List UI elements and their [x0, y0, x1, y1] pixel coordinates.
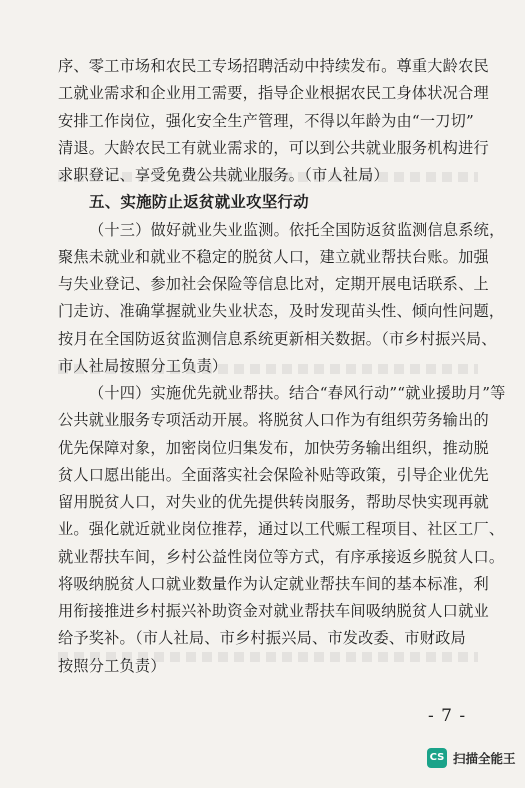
paragraph-line: 按月在全国防返贫监测信息系统更新相关数据。（市乡村振兴局、: [58, 329, 497, 348]
paragraph-line: 序、零工市场和农民工专场招聘活动中持续发布。尊重大龄农民: [58, 57, 489, 75]
paragraph-line: 门走访、准确掌握就业失业状态，及时发现苗头性、倾向性问题，: [58, 302, 505, 321]
paragraph-line: （十三）做好就业失业监测。依托全国防返贫监测信息系统，: [89, 220, 505, 239]
paragraph-line: （十四）实施优先就业帮扶。结合“春风行动”“就业援助月”等: [89, 384, 506, 402]
paragraph-line: 市人社局按照分工负责）: [58, 356, 228, 375]
paragraph-line: 清退。大龄农民工有就业需求的，可以到公共就业服务机构进行: [58, 138, 489, 157]
paragraph-line: 工就业需求和企业用工需要，指导企业根据农民工身体状况合理: [58, 84, 489, 103]
paragraph-line: 给予奖补。（市人社局、市乡村振兴局、市发改委、市财政局: [58, 629, 466, 648]
section-heading: 五、实施防止返贫就业攻坚行动: [89, 193, 309, 212]
page-number: - 7 -: [428, 706, 467, 726]
scanner-watermark: [427, 748, 516, 768]
paragraph-line: 贫人口愿出能出。全面落实社会保险补贴等政策，引导企业优先: [58, 465, 489, 484]
camscanner-logo-icon: CS: [427, 748, 447, 768]
paragraph-line: 就业帮扶车间，乡村公益性岗位等方式，有序承接返乡脱贫人口。: [58, 547, 505, 566]
paragraph-line: 按照分工负责）: [58, 656, 166, 675]
paragraph-line: 留用脱贫人口，对失业的优先提供转岗服务，帮助尽快实现再就: [58, 493, 489, 511]
paragraph-line: 与失业登记、参加社会保险等信息比对，定期开展电话联系、上: [58, 275, 489, 293]
watermark-label: 扫描全能王: [453, 751, 516, 766]
paragraph-line: 业。强化就近就业岗位推荐，通过以工代赈工程项目、社区工厂、: [58, 520, 505, 539]
paragraph-line: 聚焦未就业和就业不稳定的脱贫人口，建立就业帮扶台账。加强: [58, 247, 489, 266]
paragraph-line: 优先保障对象，加密岗位归集发布，加快劳务输出组织，推动脱: [58, 438, 489, 457]
paragraph-line: 安排工作岗位，强化安全生产管理，不得以年龄为由“一刀切”: [58, 111, 475, 130]
paragraph-line: 用衔接推进乡村振兴补助资金对就业帮扶车间吸纳脱贫人口就业: [58, 602, 489, 620]
paragraph-line: 求职登记、享受免费公共就业服务。（市人社局）: [58, 166, 389, 184]
paragraph-line: 公共就业服务专项活动开展。将脱贫人口作为有组织劳务输出的: [58, 411, 489, 430]
paragraph-line: 将吸纳脱贫人口就业数量作为认定就业帮扶车间的基本标准，利: [58, 574, 489, 593]
